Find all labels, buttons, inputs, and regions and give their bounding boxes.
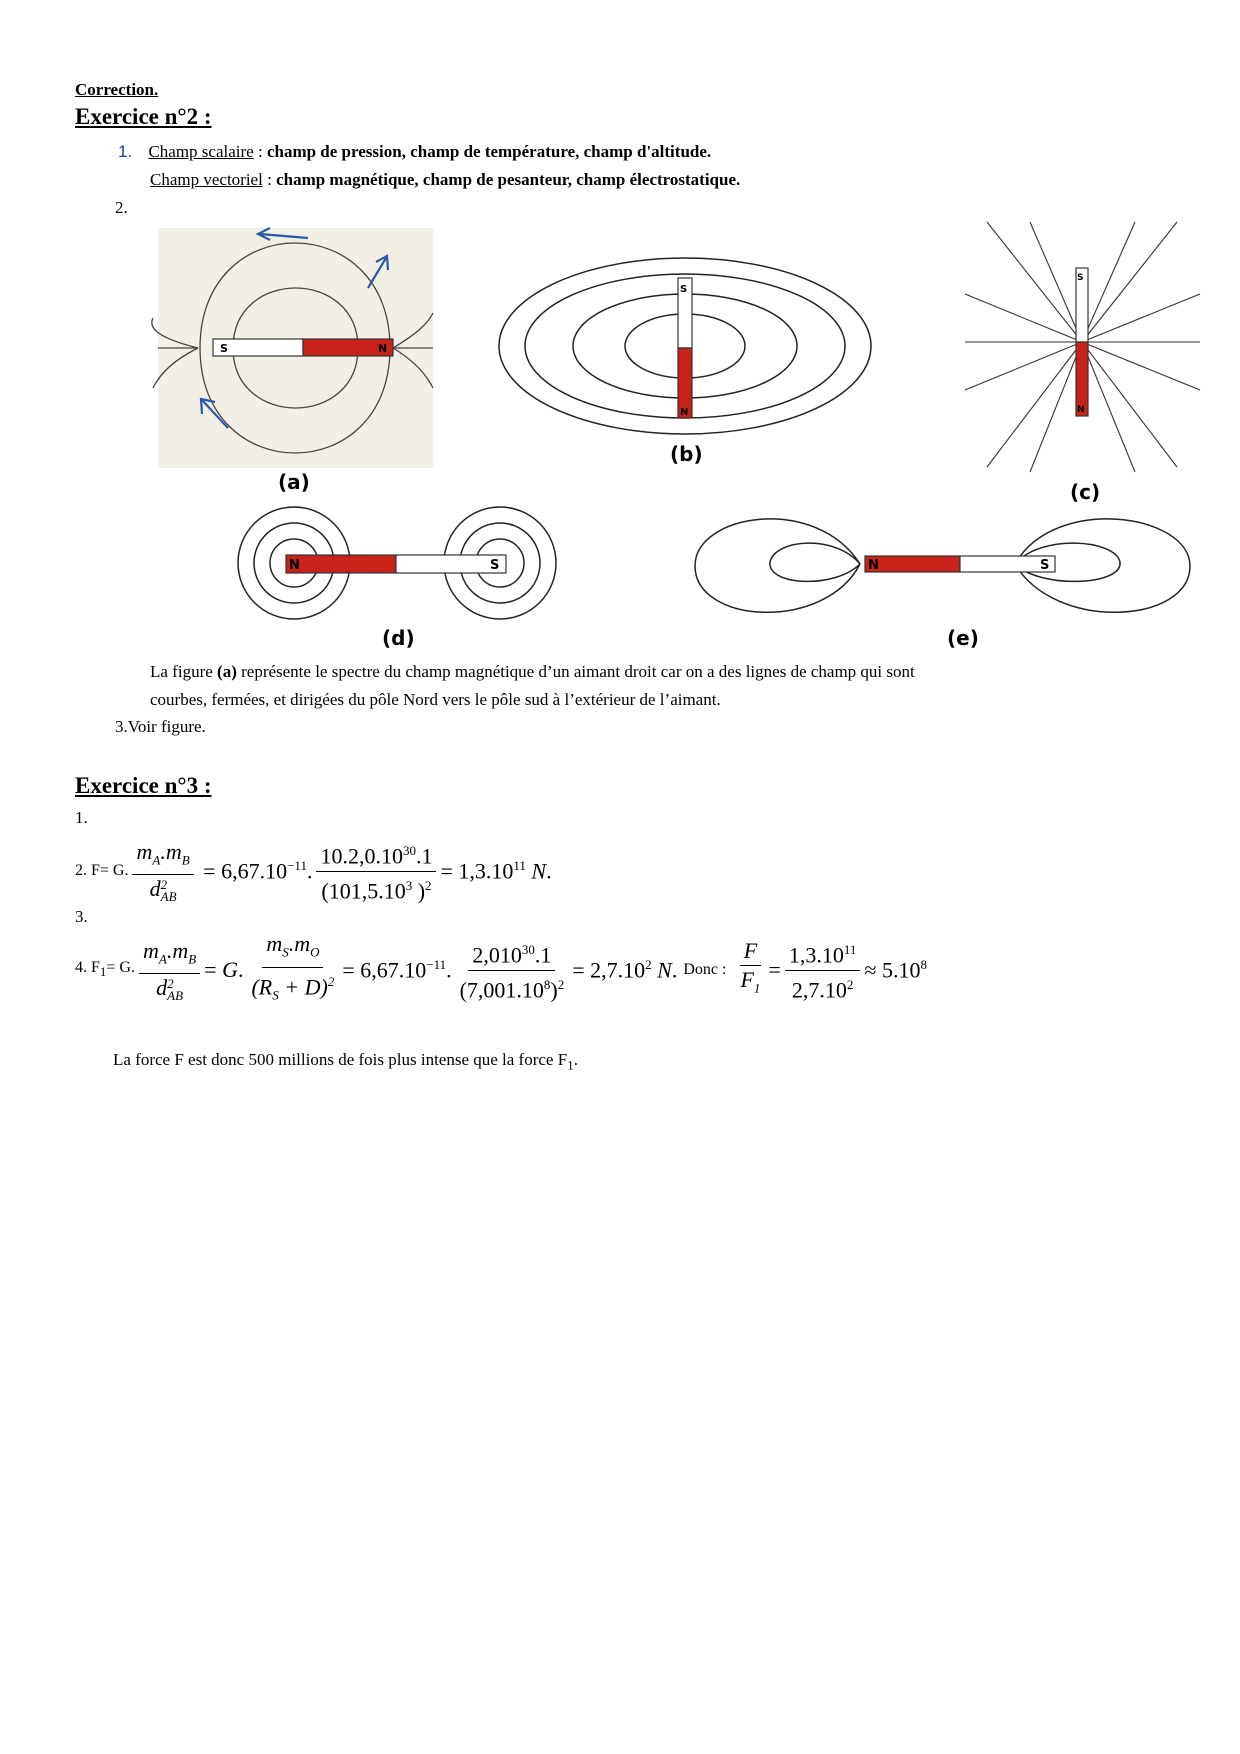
scalar-sep: : [253, 142, 267, 161]
figure-d [232, 506, 562, 621]
magnet-pole-s: S [490, 558, 500, 573]
ex3-equation-4: 4. $F_1= G$. $m_A.m_B$ d 2 AB = G. $\frac{m_S.m_O}{(R_S + D)^2}$ = $6,67.10^{-11}$. $\frac{2,010^{30}.1}{(7,001.10^8)^2}$ = $2,7.10^2$ N. Donc : $\frac{F}{F_1}$ = $\frac{1,3.10^{11}}{2,7.10^2}$ ≈ $5.10^8$ [75, 934, 927, 1006]
answer-part1: La figure [150, 662, 218, 681]
figure-e [695, 504, 1195, 622]
eq4-frac-ratio: $\frac{F}{F_1}$ [740, 938, 761, 996]
eq2-frac-masses: $m_A.m_B$ d 2 AB [132, 839, 193, 903]
magnet-pole-n: N [868, 558, 879, 573]
ex3-q3: 3. [75, 907, 88, 926]
conclusion-end: . [573, 1050, 578, 1069]
field-line [695, 519, 860, 612]
ex2-answer-line1 [150, 661, 915, 683]
magnet-pole-s: S [680, 284, 688, 295]
eq4-prefix-sub: 1 [99, 964, 107, 980]
scalar-field-label: Champ scalaire [148, 142, 254, 161]
magnet-pole-s: S [220, 342, 228, 355]
ex2-q1 [118, 141, 711, 163]
figure-c-label: (c) [1070, 480, 1101, 504]
correction-heading: Correction. [75, 80, 159, 99]
field-line [987, 222, 1082, 342]
magnet-pole-n: N [378, 342, 388, 355]
ex3-conclusion [113, 1049, 578, 1076]
exercise-2-title: Exercice n°2 : [75, 104, 212, 129]
magnet-pole-s: S [1077, 273, 1084, 283]
eq4-prefix: 4. F [75, 959, 100, 977]
vector-sep: : [262, 170, 277, 189]
magnet-north-half [865, 556, 960, 572]
figure-a-label: (a) [278, 470, 310, 494]
vector-field-label: Champ vectoriel [150, 170, 263, 189]
ex2-q1-vector [150, 169, 740, 191]
figure-e-label: (e) [947, 626, 979, 650]
figure-b [495, 258, 875, 448]
eq4-prefix-end: = G. [106, 959, 135, 977]
vector-field-items: champ magnétique, champ de pesanteur, champ électrostatique. [276, 170, 741, 189]
magnet-north-half [286, 555, 396, 573]
ex2-q3: 3.Voir figure. [115, 717, 206, 736]
ex3-equation-2: 2. F= G. $m_A.m_B$ d 2 AB = $6,67.10^{-11}$. $\frac{10.2,0.10^{30}.1}{(101,5.10^3 )^2}$ = $1,3.10^{11}$ N. [75, 838, 552, 905]
eq4-frac-ratio-values: $\frac{1,3.10^{11}}{2,7.10^2}$ [785, 937, 861, 1003]
figure-c [965, 222, 1200, 472]
field-line [1082, 222, 1177, 342]
eq4-donc: Donc : [683, 961, 727, 978]
answer-bold: (a) [217, 662, 237, 681]
magnet-pole-n: N [289, 558, 300, 573]
exercise-3-title: Exercice n°3 : [75, 773, 212, 798]
eq4-frac-sun-earth: $\frac{m_S.m_O}{(R_S + D)^2}$ [251, 931, 335, 1003]
eq2-frac-values: $\frac{10.2,0.10^{30}.1}{(101,5.10^3 )^2}$ [316, 838, 436, 904]
eq4-frac-values: $\frac{2,010^{30}.1}{(7,001.10^8)^2}$ [456, 937, 569, 1003]
figure-a [158, 228, 433, 468]
eq2-prefix: 2. F= G. [75, 862, 129, 879]
ex2-q2-number: 2. [115, 198, 128, 217]
figure-d-label: (d) [382, 626, 415, 650]
ex2-q1-number: 1. [118, 142, 133, 161]
ex2-answer-line2: courbes, fermées, et dirigées du pôle Nord vers le pôle sud à l’extérieur de l’aimant. [150, 690, 721, 709]
field-line [770, 543, 860, 581]
ex3-q1: 1. [75, 808, 88, 827]
conclusion-sub: 1 [567, 1057, 574, 1073]
answer-part2: représente le spectre du champ magnétique d’un aimant droit car on a des lignes de champ qui sont [236, 662, 915, 681]
scalar-field-items: champ de pression, champ de température, champ d'altitude. [266, 142, 712, 161]
eq4-frac-masses: $m_A.m_B$ d 2 AB [139, 938, 200, 1002]
conclusion-text: La force F est donc 500 millions de fois plus intense que la force F [113, 1050, 568, 1069]
magnet-pole-n: N [1077, 405, 1085, 415]
magnet-pole-n: N [680, 407, 689, 418]
field-line [1030, 342, 1082, 472]
field-line [987, 342, 1082, 467]
figure-b-label: (b) [670, 442, 703, 466]
magnet-pole-s: S [1040, 558, 1050, 573]
field-line [1082, 342, 1135, 472]
